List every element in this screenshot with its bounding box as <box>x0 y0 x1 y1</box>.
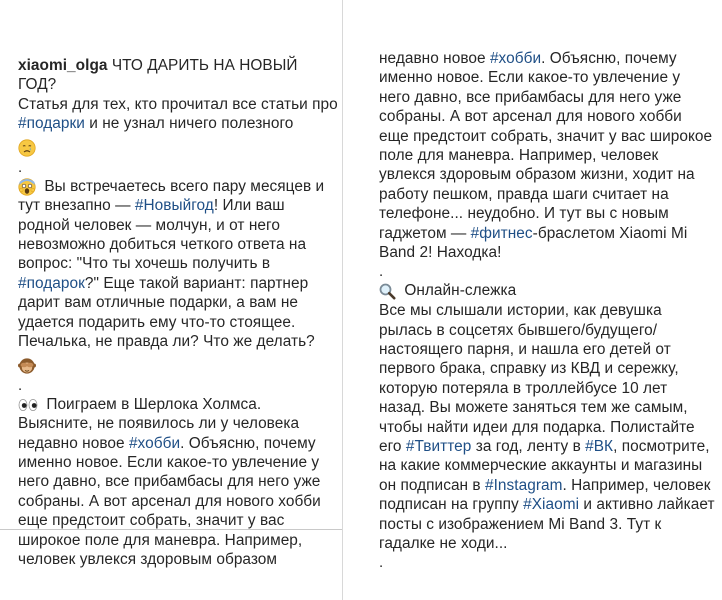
post-caption-right <box>379 49 715 572</box>
hashtag-twitter[interactable]: #Твиттер <box>405 437 472 455</box>
paragraph-text: . Объясню, почему именно новое. Если какое-то увлечение у него давно, все прибамбасы для него уже собраны. А вот арсенал для нового хобби еще предстоит собрать, значит у вас широкое поле для маневра. Например, человек увлекся здоровым образом жизни, ходит на работу пешком, правда шаги считает на телефоне... неудобно. И тут вы с новым гаджетом — <box>379 50 713 242</box>
paragraph-1 <box>18 177 338 352</box>
separator-dot: . <box>18 158 23 176</box>
username-link[interactable]: xiaomi_olga <box>18 57 108 74</box>
section-heading: Онлайн-слежка <box>400 282 517 300</box>
hashtag-xiaomi[interactable]: #Xiaomi <box>523 496 580 514</box>
hashtag-podarok[interactable]: #подарок <box>18 274 85 292</box>
paragraph-text: ?" Еще такой вариант: партнер дарит вам отличные подарки, а вам не удается подарить ему что-то стоящее. Печалька, не правда ли? Что же делать? <box>18 274 315 351</box>
eyes-icon <box>18 395 38 414</box>
paragraph-text: и активно лайкает посты с изображением Mi Band 3. Тут к гадалке не ходи... <box>379 496 715 552</box>
paragraph-2-heading <box>18 395 338 415</box>
intro-part: и не узнал ничего полезного <box>84 115 294 133</box>
emoji-row <box>18 352 338 376</box>
section-heading: Поиграем в Шерлока Холмса. <box>42 395 262 413</box>
separator-dot: . <box>379 263 384 281</box>
paragraph-text: недавно новое <box>379 50 490 67</box>
screaming-face-icon <box>18 177 36 196</box>
intro-part: Статья для тех, кто прочитал все статьи про <box>18 95 338 113</box>
hashtag-instagram[interactable]: #Instagram <box>484 476 563 494</box>
paragraph-4-heading <box>379 281 715 301</box>
paragraph-text: Выясните, не появилось ли у человека недавно новое <box>18 415 300 452</box>
post-title: ЧТО ДАРИТЬ НА НОВЫЙ ГОД? <box>18 57 298 94</box>
paragraph-3 <box>379 49 715 262</box>
separator-dot: . <box>379 554 384 572</box>
hashtag-hobbi[interactable]: #хобби <box>489 50 542 67</box>
paragraph-2 <box>18 414 338 569</box>
paragraph-text: . Например, человек подписан на группу <box>379 476 711 514</box>
caption-header <box>18 56 338 95</box>
bottom-divider <box>0 529 342 530</box>
hashtag-hobbi[interactable]: #хобби <box>128 434 181 452</box>
hashtag-podarki[interactable]: #подарки <box>18 115 85 133</box>
separator-dot: . <box>18 376 23 394</box>
crying-face-icon <box>18 135 36 159</box>
hashtag-novyygod[interactable]: #Новыйгод <box>134 197 214 215</box>
post-caption-left <box>18 56 338 569</box>
paragraph-text: -браслетом Xiaomi Mi Band 2! Находка! <box>379 224 688 262</box>
post-column-right <box>342 0 722 600</box>
post-column-left <box>0 0 342 600</box>
hashtag-vk[interactable]: #ВК <box>585 437 614 455</box>
paragraph-text: ! Или ваш родной человек — молчун, и от него невозможно добиться четкого ответа на вопрос: "Что ты хочешь получить в <box>18 197 307 273</box>
paragraph-4 <box>379 301 715 553</box>
emoji-row <box>18 134 338 158</box>
magnifying-glass-icon <box>379 282 396 301</box>
see-no-evil-monkey-icon <box>18 353 36 377</box>
paragraph-text: за год, ленту в <box>471 437 586 455</box>
paragraph-text: , посмотрите, на какие коммерческие аккаунты и магазины он подписан в <box>379 437 710 494</box>
paragraph-text: . Объясню, почему именно новое. Если какое-то увлечение у него давно, все прибамбасы для него уже собраны. А вот арсенал для нового хобби еще предстоит собрать, значит у вас широкое поле для маневра. Например, человек увлекся здоровым образом <box>18 434 321 568</box>
intro-text <box>18 95 338 134</box>
paragraph-text: Вы встречаетесь всего пару месяцев и тут внезапно — <box>18 177 325 215</box>
paragraph-text: Все мы слышали истории, как девушка рылась в соцсетях бывшего/будущего/настоящего парня, и нашла его детей от первого брака, справку из КВД и сережку, которую потеряла в троллейбусе 10 лет назад. Вы можете заняться тем же самым, чтобы найти идеи для подарка. Полистайте его <box>379 302 695 455</box>
hashtag-fitnes[interactable]: #фитнес <box>470 224 533 242</box>
